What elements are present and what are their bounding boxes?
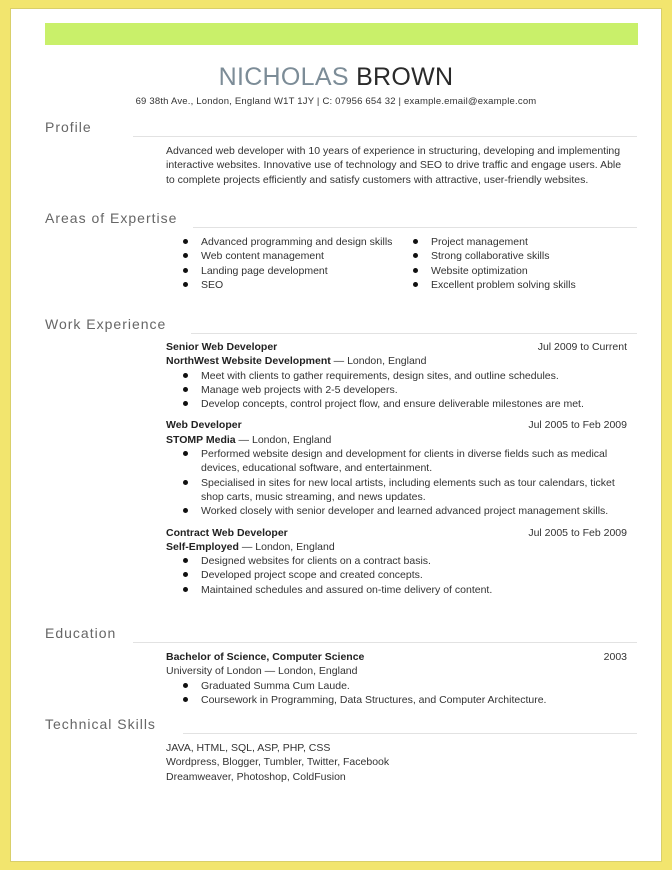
list-item: Website optimization xyxy=(396,264,626,278)
section-title-technical: Technical Skills xyxy=(45,716,156,732)
list-item: Worked closely with senior developer and learned advanced project management skills. xyxy=(166,504,627,518)
list-item: Coursework in Programming, Data Structures, and Computer Architecture. xyxy=(166,693,627,707)
section-title-profile: Profile xyxy=(45,119,92,135)
skills-line: Wordpress, Blogger, Tumbler, Twitter, Facebook xyxy=(166,756,390,769)
section-rule xyxy=(191,333,637,334)
list-item: SEO xyxy=(166,278,396,292)
graduation-year: 2003 xyxy=(603,651,627,663)
job-title: Web Developer xyxy=(166,419,242,432)
company-location: — London, England xyxy=(235,433,332,446)
company-name: NorthWest Website Development xyxy=(166,355,331,368)
contact-line: 69 38th Ave., London, England W1T 1JY | C: 07956 654 32 | example.email@example.com xyxy=(135,96,537,107)
company-name: Self-Employed xyxy=(166,540,239,553)
expertise-list-left xyxy=(166,235,396,292)
first-name: NICHOLAS xyxy=(218,63,349,91)
job-entry xyxy=(166,526,627,597)
profile-text: Advanced web developer with 10 years of experience in structuring, developing and implementing interactive websites. Innovative use of technology and SEO to drive traffic and engage users. Able to complete projects efficiently and satisfy customers with attractive, user-friendly websites. xyxy=(166,145,622,186)
job-bullets xyxy=(166,447,627,518)
list-item: Web content management xyxy=(166,249,396,263)
list-item: Strong collaborative skills xyxy=(396,249,626,263)
list-item: Excellent problem solving skills xyxy=(396,278,626,292)
list-item: Specialised in sites for new local artists, including elements such as tour calendars, ticket shop carts, music streaming, and news updates. xyxy=(166,476,627,505)
company-location: — London, England xyxy=(330,355,427,368)
skills-line: JAVA, HTML, SQL, ASP, PHP, CSS xyxy=(166,742,331,754)
company-name: STOMP Media xyxy=(166,433,236,446)
profile-block xyxy=(166,144,627,187)
job-bullets xyxy=(166,369,627,412)
list-item: Develop concepts, control project flow, and ensure deliverable milestones are met. xyxy=(166,397,627,411)
expertise-list-right xyxy=(396,235,626,292)
section-rule xyxy=(133,642,637,643)
school: University of London — London, England xyxy=(166,665,358,678)
list-item: Graduated Summa Cum Laude. xyxy=(166,679,627,693)
job-title: Contract Web Developer xyxy=(166,526,288,539)
resume-page xyxy=(10,8,662,862)
education-bullets xyxy=(166,679,627,708)
section-rule xyxy=(183,733,637,734)
skills-line: Dreamweaver, Photoshop, ColdFusion xyxy=(166,770,346,783)
job-title: Senior Web Developer xyxy=(166,341,278,353)
list-item: Landing page development xyxy=(166,264,396,278)
job-dates: Jul 2005 to Feb 2009 xyxy=(528,419,627,432)
technical-block xyxy=(166,741,627,784)
section-rule xyxy=(133,136,637,137)
section-title-work: Work Experience xyxy=(45,316,167,332)
resume-name xyxy=(11,63,661,92)
education-block xyxy=(166,650,627,707)
list-item: Manage web projects with 2-5 developers. xyxy=(166,383,627,397)
list-item: Meet with clients to gather requirements, design sites, and outline schedules. xyxy=(166,369,627,383)
list-item: Developed project scope and created concepts. xyxy=(166,568,627,582)
section-title-education: Education xyxy=(45,625,117,641)
list-item: Performed website design and development for clients in diverse fields such as medical devices, educational software, and entertainment. xyxy=(166,447,627,476)
section-title-expertise: Areas of Expertise xyxy=(45,210,178,226)
list-item: Advanced programming and design skills xyxy=(166,235,396,249)
section-rule xyxy=(193,227,637,228)
job-dates: Jul 2009 to Current xyxy=(537,341,627,353)
list-item: Designed websites for clients on a contract basis. xyxy=(166,554,627,568)
job-dates: Jul 2005 to Feb 2009 xyxy=(528,526,627,539)
company-location: — London, England xyxy=(238,540,335,553)
expertise-block xyxy=(166,235,627,292)
job-bullets xyxy=(166,554,627,597)
degree: Bachelor of Science, Computer Science xyxy=(166,651,365,663)
job-entry xyxy=(166,418,627,518)
job-entry xyxy=(166,340,627,411)
last-name: BROWN xyxy=(356,63,454,91)
work-block xyxy=(166,340,627,604)
list-item: Maintained schedules and assured on-time delivery of content. xyxy=(166,583,627,597)
list-item: Project management xyxy=(396,235,626,249)
accent-bar xyxy=(45,23,638,45)
